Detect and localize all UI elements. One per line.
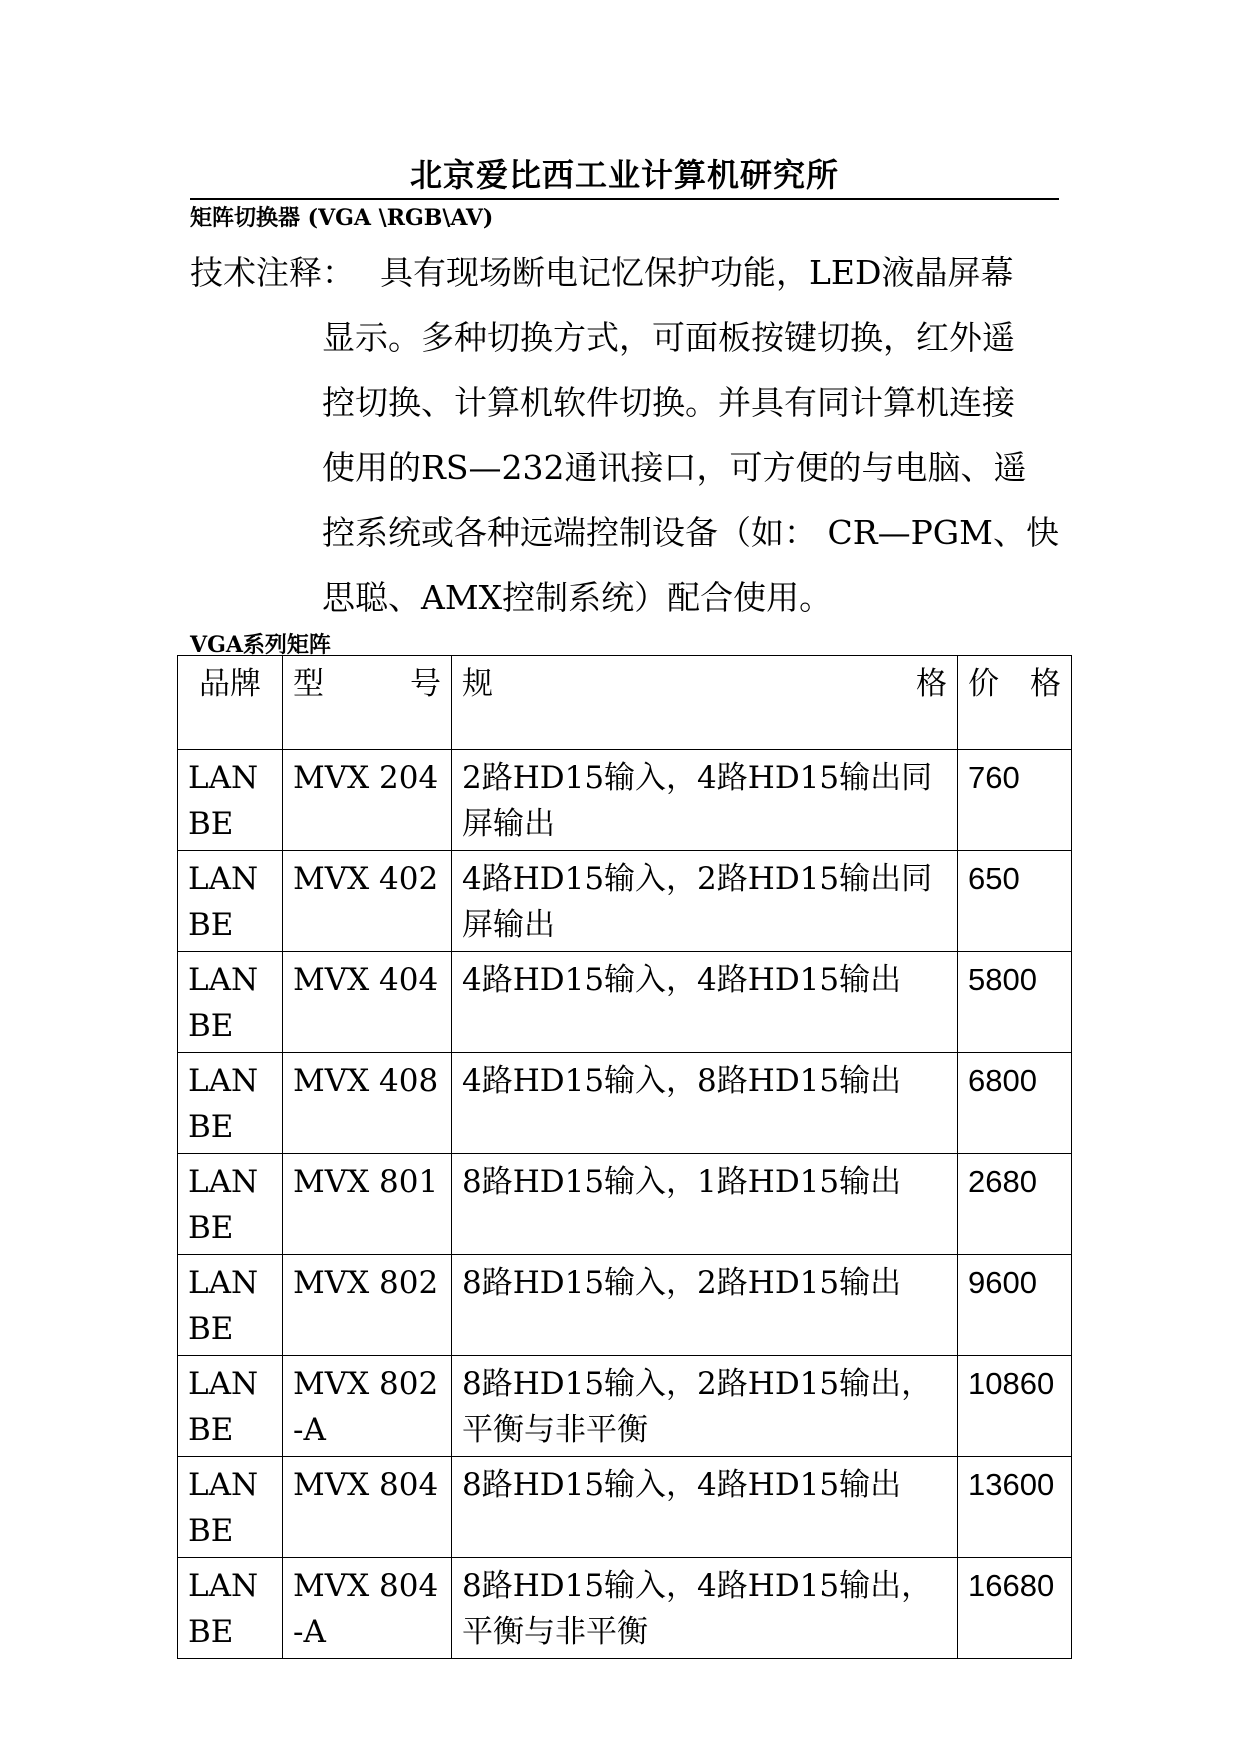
cell-spec: 4路HD15输入，4路HD15输出 [452, 952, 958, 1053]
cell-price: 760 [958, 750, 1072, 851]
cell-brand: LANBE [178, 1457, 283, 1558]
tech-note-line: 思聪、AMX控制系统）配合使用。 [322, 578, 833, 617]
cell-price: 9600 [958, 1255, 1072, 1356]
header-model: 型号 [283, 656, 452, 750]
table-row [178, 1457, 1072, 1558]
cell-price: 2680 [958, 1154, 1072, 1255]
tech-note-line: 控系统或各种远端控制设备（如： CR—PGM、快 [322, 513, 1059, 552]
table-row [178, 750, 1072, 851]
cell-spec: 2路HD15输入，4路HD15输出同屏输出 [452, 750, 958, 851]
cell-model: MVX 404 [283, 952, 452, 1053]
cell-model: MVX 802 [283, 1255, 452, 1356]
table-row [178, 851, 1072, 952]
tech-note-line: 使用的RS—232通讯接口，可方便的与电脑、遥 [322, 448, 1027, 487]
document-subtitle: 矩阵切换器 (VGA \RGB\AV) [190, 205, 494, 231]
title-rule [190, 198, 1059, 200]
tech-note-line: 显示。多种切换方式，可面板按键切换，红外遥 [322, 318, 1015, 357]
cell-price: 5800 [958, 952, 1072, 1053]
cell-brand: LANBE [178, 1255, 283, 1356]
table-row [178, 1255, 1072, 1356]
tech-note [190, 240, 1070, 630]
cell-spec: 4路HD15输入，2路HD15输出同屏输出 [452, 851, 958, 952]
cell-model: MVX 204 [283, 750, 452, 851]
cell-price: 650 [958, 851, 1072, 952]
cell-price: 13600 [958, 1457, 1072, 1558]
table-row [178, 1053, 1072, 1154]
cell-spec: 8路HD15输入，2路HD15输出，平衡与非平衡 [452, 1356, 958, 1457]
header-brand: 品牌 [178, 656, 283, 750]
cell-price: 6800 [958, 1053, 1072, 1154]
cell-model: MVX 801 [283, 1154, 452, 1255]
tech-note-line: 控切换、计算机软件切换。并具有同计算机连接 [322, 383, 1015, 422]
cell-brand: LANBE [178, 1154, 283, 1255]
cell-brand: LANBE [178, 1558, 283, 1659]
cell-spec: 8路HD15输入，4路HD15输出，平衡与非平衡 [452, 1558, 958, 1659]
cell-brand: LANBE [178, 1053, 283, 1154]
table-row [178, 1154, 1072, 1255]
cell-brand: LANBE [178, 952, 283, 1053]
tech-note-first-row [190, 240, 1070, 305]
table-row [178, 1558, 1072, 1659]
cell-spec: 4路HD15输入，8路HD15输出 [452, 1053, 958, 1154]
cell-brand: LANBE [178, 851, 283, 952]
table-row [178, 952, 1072, 1053]
cell-model: MVX 804 [283, 1457, 452, 1558]
cell-model: MVX 408 [283, 1053, 452, 1154]
table-row [178, 1356, 1072, 1457]
document-title: 北京爱比西工业计算机研究所 [409, 156, 839, 194]
header-price: 价格 [958, 656, 1072, 750]
header-spec: 规格 [452, 656, 958, 750]
cell-brand: LANBE [178, 750, 283, 851]
cell-model: MVX 804-A [283, 1558, 452, 1659]
product-table [177, 655, 1072, 1659]
tech-note-label: 技术注释： [190, 253, 355, 292]
cell-spec: 8路HD15输入，2路HD15输出 [452, 1255, 958, 1356]
cell-model: MVX 802-A [283, 1356, 452, 1457]
tech-note-line: 具有现场断电记忆保护功能，LED液晶屏幕 [380, 253, 1014, 292]
table-header-row [178, 656, 1072, 750]
cell-spec: 8路HD15输入，1路HD15输出 [452, 1154, 958, 1255]
cell-price: 10860 [958, 1356, 1072, 1457]
cell-model: MVX 402 [283, 851, 452, 952]
cell-spec: 8路HD15输入，4路HD15输出 [452, 1457, 958, 1558]
cell-brand: LANBE [178, 1356, 283, 1457]
section-label: VGA系列矩阵 [190, 632, 331, 658]
cell-price: 16680 [958, 1558, 1072, 1659]
